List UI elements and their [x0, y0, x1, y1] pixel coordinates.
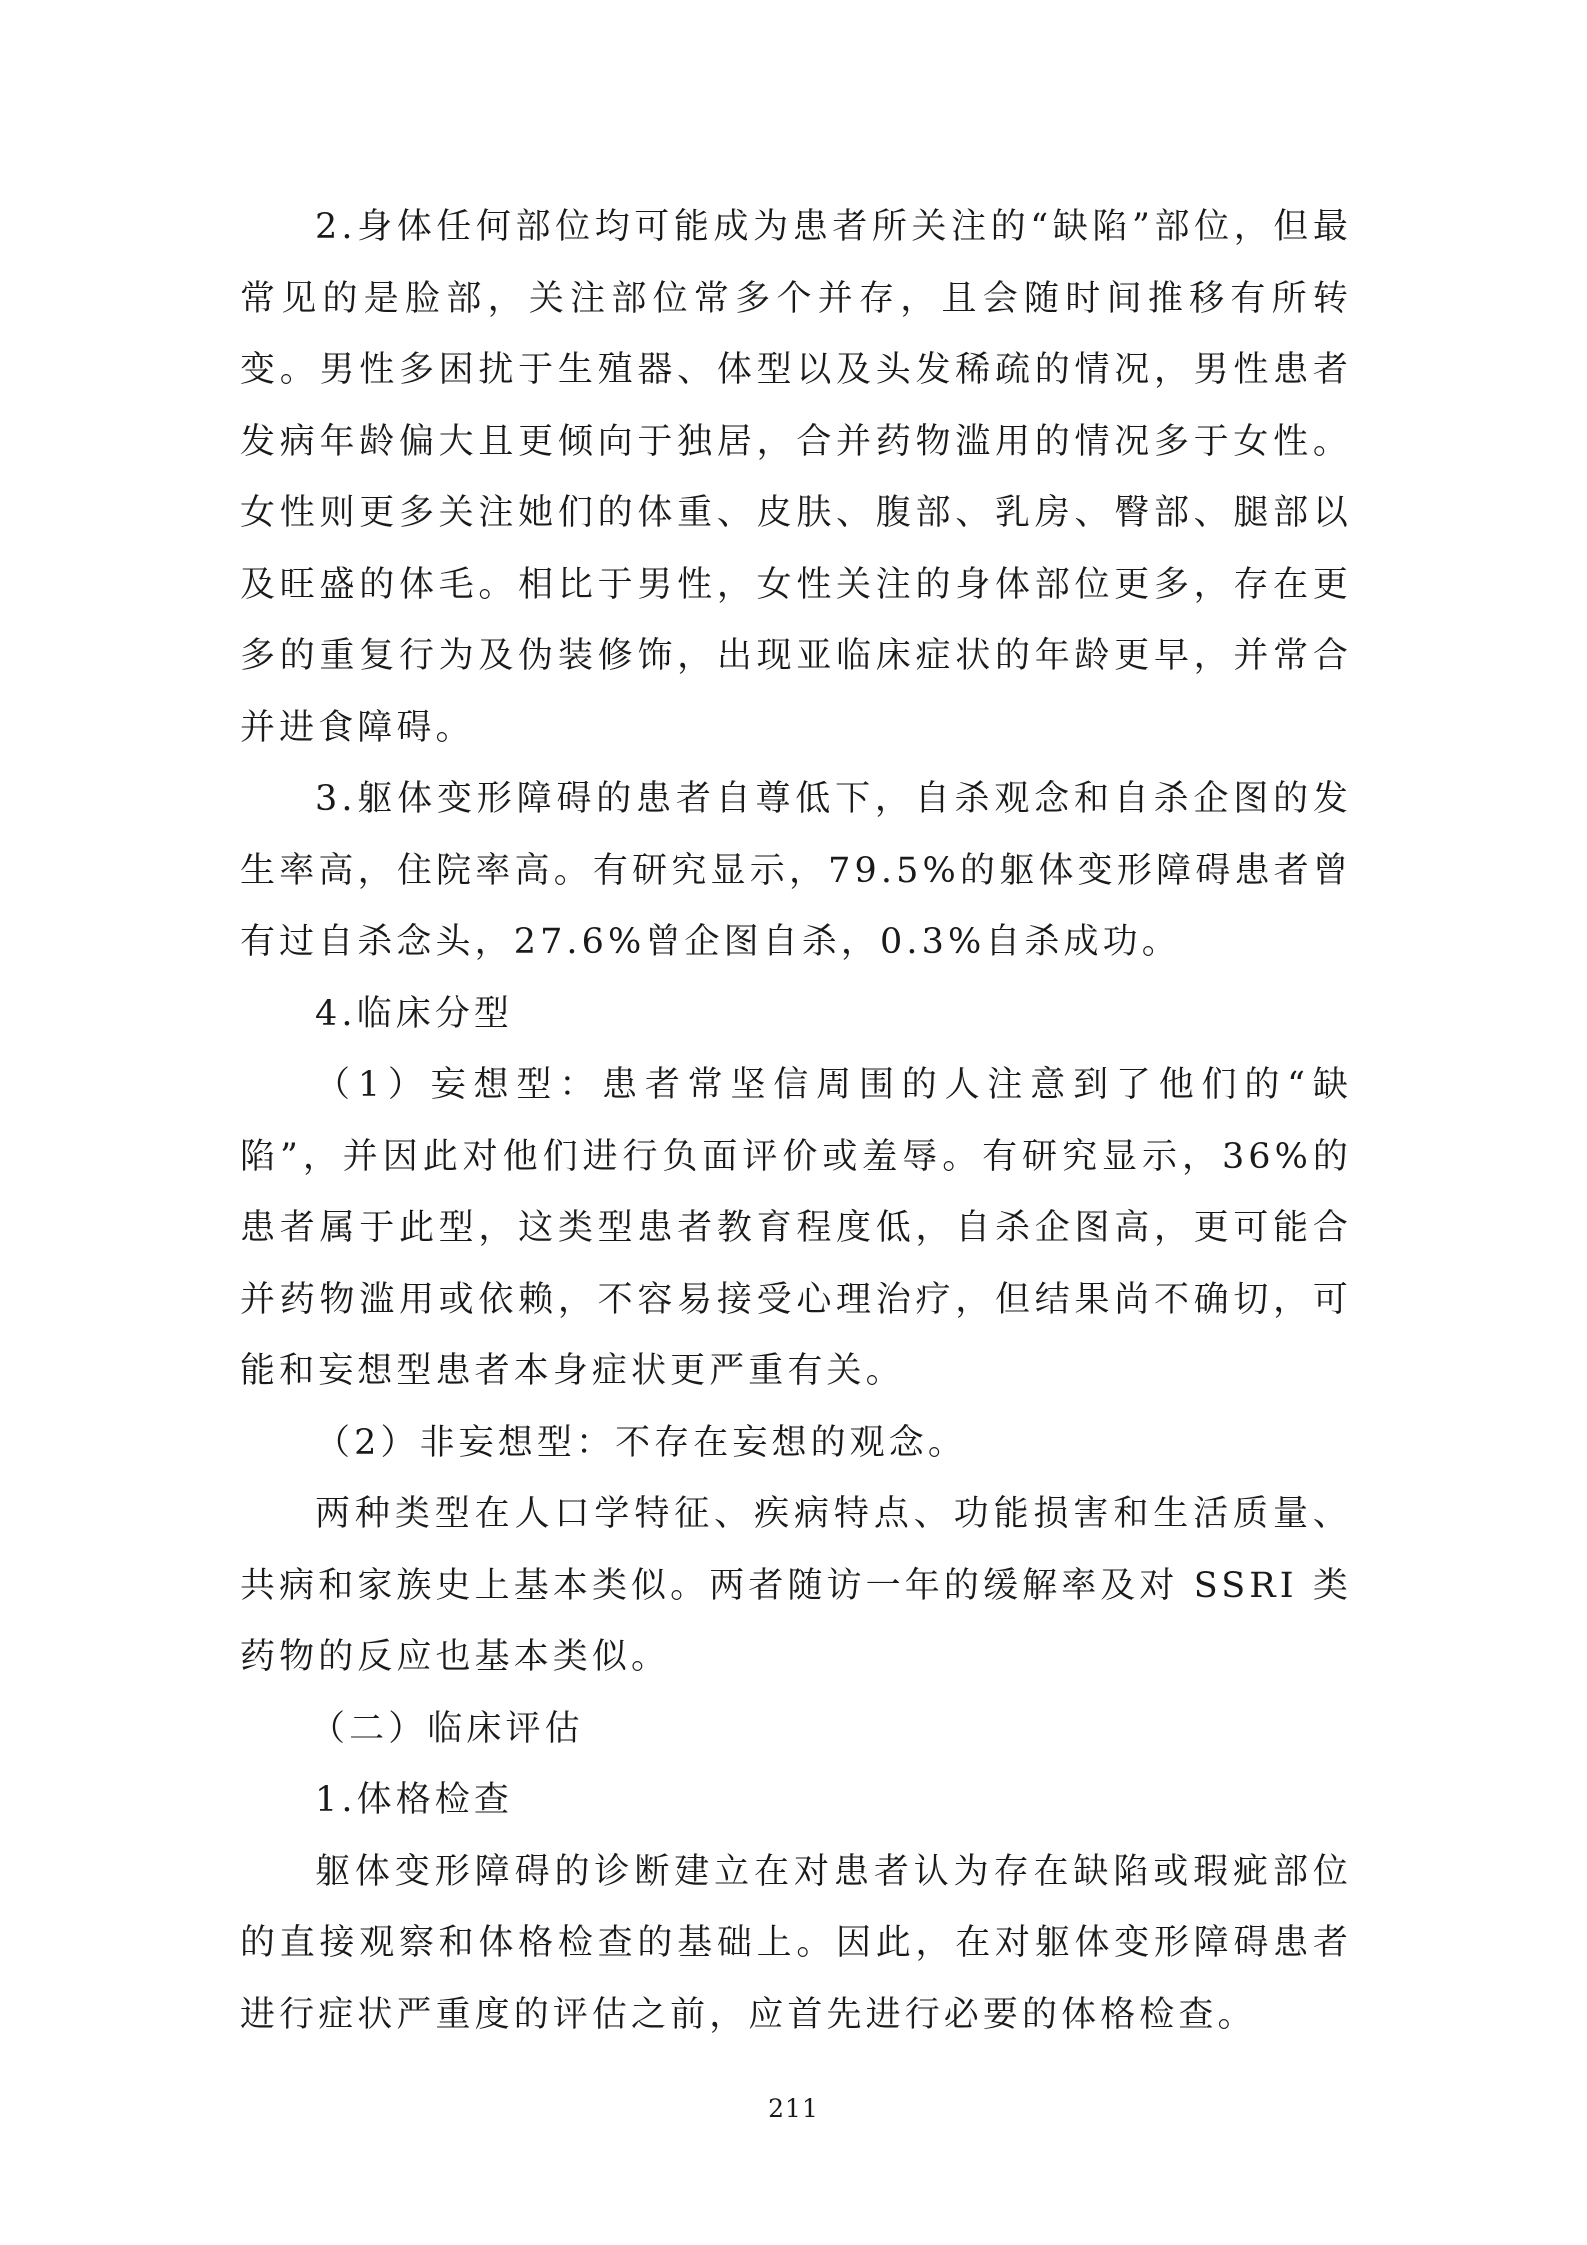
section-heading-clinical-assessment: （二）临床评估: [310, 1708, 584, 1749]
subheading-physical-exam: 1.体格检查: [315, 1780, 513, 1820]
paragraph-type-comparison: 两种类型在人口学特征、疾病特点、功能损害和生活质量、共病和家族史上基本类似。两者随访一年的缓解率及对 SSRI 类药物的反应也基本类似。: [240, 1494, 1352, 1677]
paragraph-delusional-type: （1）妄想型：患者常坚信周围的人注意到了他们的“缺陷”，并因此对他们进行负面评价或羞辱。有研究显示，36%的患者属于此型，这类型患者教育程度低，自杀企图高，更可能合并药物滥用或依赖，不容易接受心理治疗，但结果尚不确切，可能和妄想型患者本身症状更严重有关。: [240, 1065, 1352, 1391]
paragraph-non-delusional-type: （2）非妄想型：不存在妄想的观念。: [315, 1422, 967, 1463]
body-text: [240, 192, 1352, 2051]
page-number: 211: [768, 2094, 819, 2123]
paragraph-physical-exam: 躯体变形障碍的诊断建立在对患者认为存在缺陷或瑕疵部位的直接观察和体格检查的基础上。因此，在对躯体变形障碍患者进行症状严重度的评估之前，应首先进行必要的体格检查。: [240, 1851, 1352, 2035]
paragraph-suicide-risk: 3.躯体变形障碍的患者自尊低下，自杀观念和自杀企图的发生率高，住院率高。有研究显示，79.5%的躯体变形障碍患者曾有过自杀念头，27.6%曾企图自杀，0.3%自杀成功。: [240, 779, 1352, 962]
paragraph-clinical-subtypes-heading: 4.临床分型: [315, 993, 513, 1034]
paragraph-body-part-focus: 2.身体任何部位均可能成为患者所关注的“缺陷”部位，但最常见的是脸部，关注部位常多个并存，且会随时间推移有所转变。男性多困扰于生殖器、体型以及头发稀疏的情况，男性患者发病年龄偏大且更倾向于独居，合并药物滥用的情况多于女性。女性则更多关注她们的体重、皮肤、腹部、乳房、臀部、腿部以及旺盛的体毛。相比于男性，女性关注的身体部位更多，存在更多的重复行为及伪装修饰，出现亚临床症状的年龄更早，并常合并进食障碍。: [240, 207, 1352, 748]
